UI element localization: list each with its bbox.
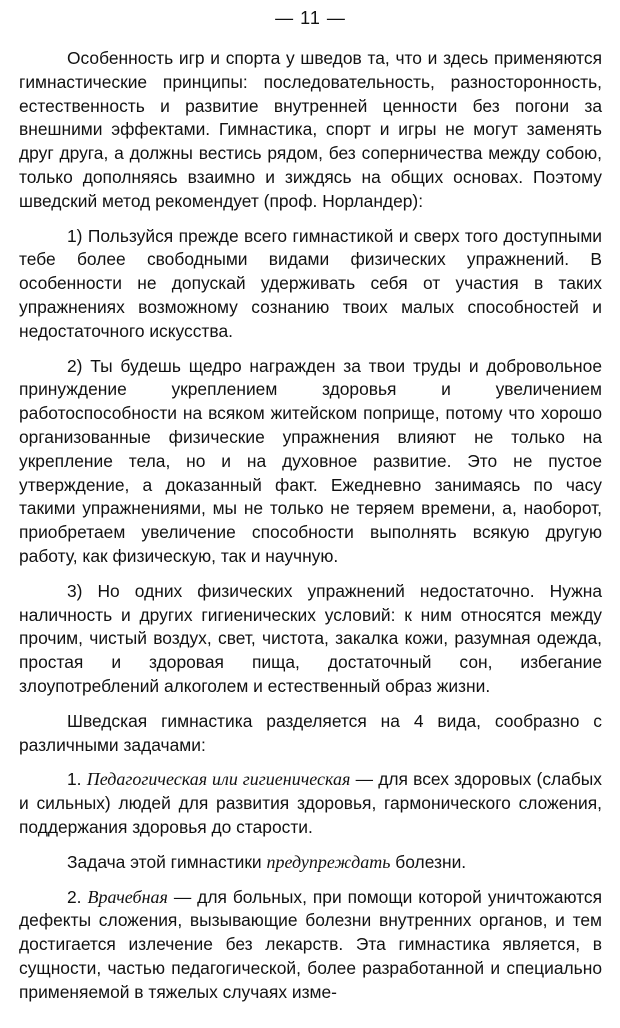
page-number: — 11 — <box>275 8 346 28</box>
term-pedagogical: Педагогическая или гигиеническая <box>86 769 351 790</box>
term-prevent: предупреждать <box>266 851 391 872</box>
paragraph-rule-1: 1) Пользуйся прежде всего гимнастикой и сверх того доступными тебе более свободными видами физических упражнений. В особенности не допускай удерживать себя от участия в таких упражнениях возможному сознанию твоих малых способностей и недостаточного искусства. <box>19 225 602 341</box>
term-medical: Врачебная <box>87 886 168 907</box>
paragraph-types-intro: Шведская гимнастика разделяется на 4 вида, сообразно с различными задачами: <box>19 710 602 755</box>
task-text-before: Задача этой гимнастики <box>67 851 267 872</box>
paragraph-rule-3: 3) Но одних физических упражнений недостаточно. Нужна наличность и других гигиенических условий: к ним относятся между прочим, чистый воздух, свет, чистота, закалка кожи, разумная одежда, простая и здоровая пища, достаточный сон, избегание злоупотреблений алкоголем и естественный образ жизни. <box>19 580 602 696</box>
paragraph-type-pedagogical <box>19 768 602 839</box>
paragraph-task <box>19 851 602 875</box>
item-text: — для больных, при помощи которой уничтожаются дефекты сложения, вызывающие болезни внутренних органов, и тем достигается излечение без лекарств. Эта гимнастика является, в сущности, частью педагогической, более разработанной и специально применяемой в тяжелых случаях изме- <box>19 886 602 1002</box>
task-text-after: болезни. <box>390 851 467 872</box>
paragraph-type-medical <box>19 886 602 1005</box>
item-number: 1. <box>67 769 87 790</box>
item-text: — для всех здоровых (слабых и сильных) людей для развития здоровья, гармонического сложения, поддержания здоровья до старости. <box>19 769 602 837</box>
item-number: 2. <box>67 886 88 907</box>
paragraph-intro: Особенность игр и спорта у шведов та, что и здесь применяются гимнастические принципы: последовательность, разносторонность, естественность и развитие внутренней ценности без погони за внешними эффектами. Гимнастика, спорт и игры не могут заменять друг друга, а должны вестись рядом, без соперничества между собою, только дополняясь взаимно и зиждясь на общих основах. Поэтому шведский метод рекомендует (проф. Норландер): <box>19 48 602 211</box>
paragraph-rule-2: 2) Ты будешь щедро награжден за твои труды и добровольное принуждение укреплением здоровья и увеличением работоспособности на всяком житейском поприще, потому что хорошо организованные физические упражнения влияют не только на укрепление тела, но и на духовное развитие. Это не пустое утверждение, а доказанный факт. Ежедневно занимаясь по часу такими упражнениями, мы не только не теряем времени, а, наоборот, приобретаем увеличение способности выполнять всякую другую работу, как физическую, так и научную. <box>19 355 602 566</box>
